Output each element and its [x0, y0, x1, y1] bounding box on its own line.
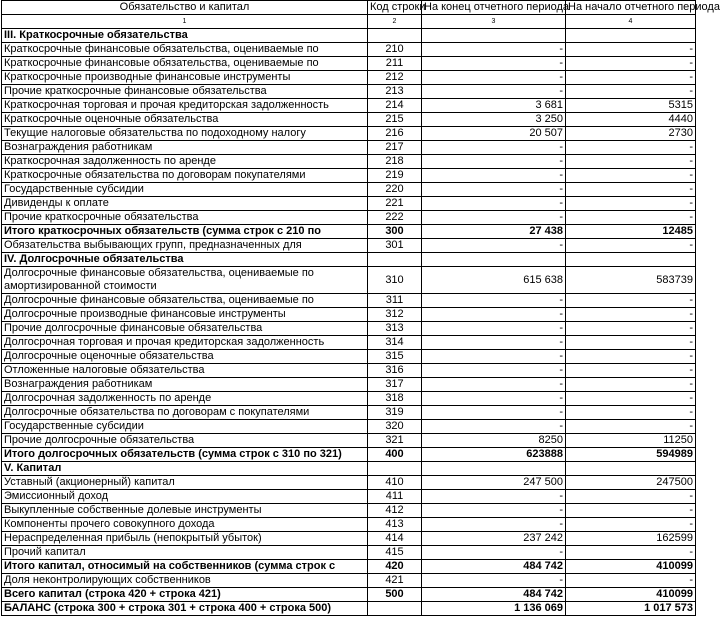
- value-period-end: -: [422, 406, 566, 420]
- table-row: [2, 532, 696, 546]
- line-name: Эмиссионный доход: [2, 490, 368, 504]
- value-period-begin: -: [566, 378, 696, 392]
- value-period-begin: -: [566, 169, 696, 183]
- value-period-begin: -: [566, 141, 696, 155]
- table-row: [2, 169, 696, 183]
- balance-rows: [2, 29, 696, 616]
- header-row: [2, 1, 696, 15]
- line-code: [368, 29, 422, 43]
- column-number: 1: [2, 15, 368, 29]
- line-code: 300: [368, 225, 422, 239]
- line-code: 219: [368, 169, 422, 183]
- value-period-end: 1 136 069: [422, 602, 566, 616]
- table-row: [2, 127, 696, 141]
- line-name: Долгосрочные финансовые обязательства, оцениваемые по: [2, 294, 368, 308]
- column-number-row: [2, 15, 696, 29]
- value-period-begin: -: [566, 294, 696, 308]
- table-row: [2, 364, 696, 378]
- value-period-end: 484 742: [422, 588, 566, 602]
- value-period-end: -: [422, 294, 566, 308]
- line-name: Прочие краткосрочные финансовые обязательства: [2, 85, 368, 99]
- value-period-begin: -: [566, 336, 696, 350]
- value-period-end: -: [422, 518, 566, 532]
- column-number: 2: [368, 15, 422, 29]
- line-name: Выкупленные собственные долевые инструменты: [2, 504, 368, 518]
- value-period-begin: -: [566, 183, 696, 197]
- value-period-end: 27 438: [422, 225, 566, 239]
- value-period-begin: 410099: [566, 588, 696, 602]
- line-name: Долгосрочные обязательства по договорам с покупателями: [2, 406, 368, 420]
- value-period-begin: -: [566, 57, 696, 71]
- header-period-end: На конец отчетного периода: [422, 1, 566, 15]
- line-code: 411: [368, 490, 422, 504]
- value-period-begin: -: [566, 518, 696, 532]
- value-period-end: 237 242: [422, 532, 566, 546]
- line-code: 415: [368, 546, 422, 560]
- value-period-end: -: [422, 364, 566, 378]
- line-name: Итого краткосрочных обязательств (сумма строк с 210 по: [2, 225, 368, 239]
- table-row: [2, 336, 696, 350]
- line-code: 211: [368, 57, 422, 71]
- value-period-begin: 1 017 573: [566, 602, 696, 616]
- header-period-begin: На начало отчетного периода: [566, 1, 696, 15]
- value-period-end: -: [422, 169, 566, 183]
- column-number: 4: [566, 15, 696, 29]
- line-name: Уставный (акционерный) капитал: [2, 476, 368, 490]
- table-row: [2, 392, 696, 406]
- table-row: [2, 141, 696, 155]
- value-period-begin: -: [566, 392, 696, 406]
- value-period-begin: -: [566, 71, 696, 85]
- line-name: Государственные субсидии: [2, 420, 368, 434]
- line-code: 414: [368, 532, 422, 546]
- line-name: Нераспределенная прибыль (непокрытый убыток): [2, 532, 368, 546]
- line-name: Долгосрочные оценочные обязательства: [2, 350, 368, 364]
- value-period-end: -: [422, 197, 566, 211]
- line-code: 317: [368, 378, 422, 392]
- line-code: 400: [368, 448, 422, 462]
- total-row: [2, 225, 696, 239]
- table-row: [2, 546, 696, 560]
- line-code: 212: [368, 71, 422, 85]
- line-name: Вознаграждения работникам: [2, 378, 368, 392]
- value-period-begin: 12485: [566, 225, 696, 239]
- line-code: 321: [368, 434, 422, 448]
- value-period-end: [422, 462, 566, 476]
- line-name: Краткосрочные производные финансовые инструменты: [2, 71, 368, 85]
- line-name: Долгосрочная задолженность по аренде: [2, 392, 368, 406]
- line-code: 315: [368, 350, 422, 364]
- value-period-begin: 2730: [566, 127, 696, 141]
- line-code: 313: [368, 322, 422, 336]
- line-name: Прочие краткосрочные обязательства: [2, 211, 368, 225]
- total-row: [2, 560, 696, 574]
- line-name: Текущие налоговые обязательства по подоходному налогу: [2, 127, 368, 141]
- total-row: [2, 602, 696, 616]
- value-period-end: 615 638: [422, 267, 566, 294]
- line-name: V. Капитал: [2, 462, 368, 476]
- value-period-end: [422, 253, 566, 267]
- value-period-begin: -: [566, 43, 696, 57]
- line-code: 413: [368, 518, 422, 532]
- table-row: [2, 406, 696, 420]
- table-row: [2, 197, 696, 211]
- table-row: [2, 183, 696, 197]
- value-period-end: -: [422, 574, 566, 588]
- line-code: 215: [368, 113, 422, 127]
- value-period-begin: -: [566, 420, 696, 434]
- table-row: [2, 420, 696, 434]
- value-period-begin: -: [566, 322, 696, 336]
- value-period-begin: [566, 462, 696, 476]
- section-heading-row: [2, 29, 696, 43]
- table-row: [2, 85, 696, 99]
- value-period-end: -: [422, 85, 566, 99]
- table-row: [2, 434, 696, 448]
- line-code: [368, 462, 422, 476]
- value-period-end: 3 681: [422, 99, 566, 113]
- value-period-begin: -: [566, 504, 696, 518]
- table-row: [2, 155, 696, 169]
- value-period-end: -: [422, 322, 566, 336]
- line-code: 310: [368, 267, 422, 294]
- value-period-begin: [566, 253, 696, 267]
- line-name: Долгосрочные производные финансовые инструменты: [2, 308, 368, 322]
- line-code: 420: [368, 560, 422, 574]
- value-period-end: -: [422, 378, 566, 392]
- table-row: [2, 490, 696, 504]
- value-period-end: 247 500: [422, 476, 566, 490]
- line-code: 221: [368, 197, 422, 211]
- line-code: 421: [368, 574, 422, 588]
- line-name: Краткосрочная торговая и прочая кредиторская задолженность: [2, 99, 368, 113]
- table-row: [2, 267, 696, 294]
- header-line-code: Код строки: [368, 1, 422, 15]
- line-code: 301: [368, 239, 422, 253]
- value-period-end: -: [422, 43, 566, 57]
- line-code: 314: [368, 336, 422, 350]
- value-period-end: -: [422, 211, 566, 225]
- value-period-end: -: [422, 71, 566, 85]
- value-period-begin: -: [566, 350, 696, 364]
- table-row: [2, 322, 696, 336]
- line-name: Итого долгосрочных обязательств (сумма строк с 310 по 321): [2, 448, 368, 462]
- value-period-end: -: [422, 504, 566, 518]
- table-row: [2, 476, 696, 490]
- line-code: 320: [368, 420, 422, 434]
- value-period-begin: -: [566, 155, 696, 169]
- line-name: Краткосрочные оценочные обязательства: [2, 113, 368, 127]
- value-period-begin: -: [566, 85, 696, 99]
- value-period-end: -: [422, 57, 566, 71]
- table-row: [2, 57, 696, 71]
- value-period-begin: 410099: [566, 560, 696, 574]
- table-row: [2, 71, 696, 85]
- value-period-end: -: [422, 420, 566, 434]
- line-code: 218: [368, 155, 422, 169]
- value-period-begin: 4440: [566, 113, 696, 127]
- value-period-begin: -: [566, 574, 696, 588]
- value-period-end: 3 250: [422, 113, 566, 127]
- value-period-end: [422, 29, 566, 43]
- value-period-end: -: [422, 308, 566, 322]
- line-name: Долгосрочные финансовые обязательства, оцениваемые по амортизированной стоимости: [2, 267, 368, 294]
- total-row: [2, 448, 696, 462]
- line-name: Прочий капитал: [2, 546, 368, 560]
- line-code: [368, 253, 422, 267]
- line-code: 213: [368, 85, 422, 99]
- line-name: Краткосрочные финансовые обязательства, оцениваемые по: [2, 43, 368, 57]
- value-period-begin: 594989: [566, 448, 696, 462]
- line-code: 311: [368, 294, 422, 308]
- column-number: 3: [422, 15, 566, 29]
- line-name: Обязательства выбывающих групп, предназначенных для: [2, 239, 368, 253]
- value-period-end: -: [422, 183, 566, 197]
- line-name: Краткосрочная задолженность по аренде: [2, 155, 368, 169]
- value-period-begin: -: [566, 546, 696, 560]
- line-name: III. Краткосрочные обязательства: [2, 29, 368, 43]
- line-code: 410: [368, 476, 422, 490]
- line-name: Компоненты прочего совокупного дохода: [2, 518, 368, 532]
- table-row: [2, 211, 696, 225]
- line-name: Вознаграждения работникам: [2, 141, 368, 155]
- table-row: [2, 574, 696, 588]
- line-code: 210: [368, 43, 422, 57]
- value-period-end: -: [422, 350, 566, 364]
- line-code: 318: [368, 392, 422, 406]
- value-period-begin: -: [566, 211, 696, 225]
- table-row: [2, 113, 696, 127]
- value-period-end: -: [422, 239, 566, 253]
- table-row: [2, 43, 696, 57]
- line-name: Государственные субсидии: [2, 183, 368, 197]
- line-code: 316: [368, 364, 422, 378]
- balance-sheet-table: [1, 0, 720, 616]
- line-code: 319: [368, 406, 422, 420]
- value-period-begin: -: [566, 308, 696, 322]
- line-name: Всего капитал (строка 420 + строка 421): [2, 588, 368, 602]
- section-heading-row: [2, 253, 696, 267]
- line-name: Долгосрочная торговая и прочая кредиторская задолженность: [2, 336, 368, 350]
- value-period-end: 20 507: [422, 127, 566, 141]
- value-period-begin: -: [566, 490, 696, 504]
- value-period-end: 484 742: [422, 560, 566, 574]
- line-name: Дивиденды к оплате: [2, 197, 368, 211]
- line-name: Итого капитал, относимый на собственников (сумма строк с: [2, 560, 368, 574]
- value-period-end: -: [422, 490, 566, 504]
- value-period-end: -: [422, 155, 566, 169]
- table-row: [2, 504, 696, 518]
- table-row: [2, 239, 696, 253]
- table-row: [2, 308, 696, 322]
- value-period-begin: 162599: [566, 532, 696, 546]
- table-row: [2, 99, 696, 113]
- line-name: Прочие долгосрочные обязательства: [2, 434, 368, 448]
- value-period-begin: 583739: [566, 267, 696, 294]
- line-code: 500: [368, 588, 422, 602]
- line-code: 214: [368, 99, 422, 113]
- value-period-begin: 11250: [566, 434, 696, 448]
- value-period-begin: 5315: [566, 99, 696, 113]
- total-row: [2, 588, 696, 602]
- line-name: БАЛАНС (строка 300 + строка 301 + строка 400 + строка 500): [2, 602, 368, 616]
- value-period-end: 623888: [422, 448, 566, 462]
- header-liability-and-capital: Обязательство и капитал: [2, 1, 368, 15]
- section-heading-row: [2, 462, 696, 476]
- value-period-begin: -: [566, 364, 696, 378]
- line-name: IV. Долгосрочные обязательства: [2, 253, 368, 267]
- value-period-end: -: [422, 336, 566, 350]
- line-code: 222: [368, 211, 422, 225]
- line-name: Доля неконтролирующих собственников: [2, 574, 368, 588]
- line-name: Краткосрочные обязательства по договорам покупателями: [2, 169, 368, 183]
- value-period-end: 8250: [422, 434, 566, 448]
- value-period-begin: -: [566, 239, 696, 253]
- value-period-end: -: [422, 141, 566, 155]
- line-code: 220: [368, 183, 422, 197]
- line-code: [368, 602, 422, 616]
- value-period-begin: -: [566, 406, 696, 420]
- table-row: [2, 294, 696, 308]
- value-period-end: -: [422, 392, 566, 406]
- line-code: 412: [368, 504, 422, 518]
- table-row: [2, 378, 696, 392]
- line-code: 217: [368, 141, 422, 155]
- line-name: Прочие долгосрочные финансовые обязательства: [2, 322, 368, 336]
- table-row: [2, 518, 696, 532]
- table-row: [2, 350, 696, 364]
- line-name: Отложенные налоговые обязательства: [2, 364, 368, 378]
- value-period-begin: 247500: [566, 476, 696, 490]
- value-period-end: -: [422, 546, 566, 560]
- line-code: 312: [368, 308, 422, 322]
- value-period-begin: -: [566, 197, 696, 211]
- line-name: Краткосрочные финансовые обязательства, оцениваемые по: [2, 57, 368, 71]
- line-code: 216: [368, 127, 422, 141]
- value-period-begin: [566, 29, 696, 43]
